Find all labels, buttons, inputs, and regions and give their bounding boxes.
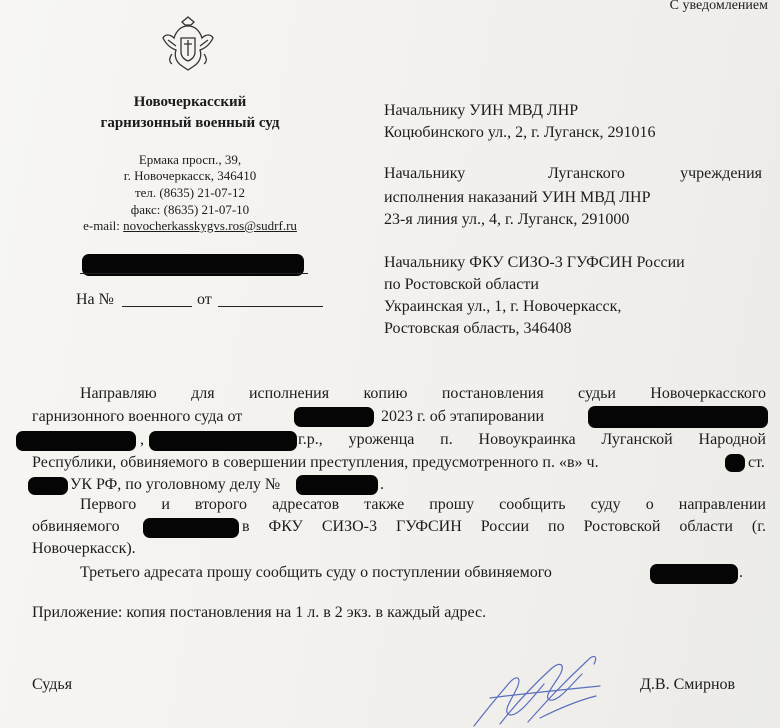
addressee-3-line-3: Украинская ул., 1, г. Новочеркасск, xyxy=(384,298,622,315)
ref-number-blank xyxy=(122,306,192,307)
redacted-name-3 xyxy=(143,518,239,538)
addressee-3-line-2: по Ростовской области xyxy=(384,276,539,293)
body-p1-line-5b: . xyxy=(380,476,384,493)
body-p1-line-3b: г.р., уроженца п. Новоукраинка Луганской Народной xyxy=(298,431,766,448)
court-phone: тел. (8635) 21-07-12 xyxy=(134,185,245,200)
body-p3-text: Третьего адресата прошу сообщить суду о поступлении обвиняемого xyxy=(80,564,552,581)
court-fax: факс: (8635) 21-07-10 xyxy=(130,202,250,217)
redacted-name-1 xyxy=(588,406,768,428)
body-p1-line-2a: гарнизонного военного суда от xyxy=(32,408,243,425)
ref-date-blank xyxy=(218,306,323,307)
redacted-article-number xyxy=(28,477,68,495)
body-p2-line-1: Первого и второго адресатов также прошу сообщить суду о направлении xyxy=(80,496,766,513)
coat-of-arms-emblem-icon xyxy=(160,14,216,72)
redacted-name-2 xyxy=(16,431,136,451)
addressee-2-line-3: 23-я линия ул., 4, г. Луганск, 291000 xyxy=(384,211,630,228)
redacted-birthdate xyxy=(149,431,297,451)
body-p2-line-3: Новочеркасск). xyxy=(32,540,136,557)
court-name-line-2: гарнизонный военный суд xyxy=(100,115,280,131)
addressee-2-word-2: Луганского xyxy=(548,165,625,182)
addressee-1-line-2: Коцюбинского ул., 2, г. Луганск, 291016 xyxy=(384,124,656,141)
body-p1-line-4a: Республики, обвиняемого в совершении преступления, предусмотренного п. «в» ч. xyxy=(32,454,599,471)
addressee-1-line-1: Начальнику УИН МВД ЛНР xyxy=(384,102,579,119)
addressee-2-word-1: Начальнику xyxy=(384,165,466,182)
email-link[interactable]: novocherkasskygvs.ros@sudrf.ru xyxy=(123,218,297,233)
body-p1-line-2b: 2023 г. об этапировании xyxy=(381,408,545,425)
redacted-case-number xyxy=(296,475,378,495)
attachment-line: Приложение: копия постановления на 1 л. в 2 экз. в каждый адрес. xyxy=(32,604,487,621)
email-label: e-mail: xyxy=(83,218,120,233)
notice-label: С уведомлением xyxy=(669,0,768,13)
redacted-date xyxy=(294,407,374,427)
body-p2-line-2b: в ФКУ СИЗО-3 ГУФСИН России по Ростовской области (г. xyxy=(242,518,766,535)
outgoing-number-line xyxy=(80,273,308,274)
addressee-2-word-3: учреждения xyxy=(680,165,762,182)
court-name-line-1: Новочеркасский xyxy=(133,94,247,110)
body-p1-line-1: Направляю для исполнения копию постановления судьи Новочеркасского xyxy=(80,385,766,402)
signature-name: Д.В. Смирнов xyxy=(640,676,736,693)
ref-number-label: На № xyxy=(76,291,114,308)
redacted-article-part xyxy=(725,454,745,472)
addressee-2-line-2: исполнения наказаний УИН МВД ЛНР xyxy=(384,189,651,206)
addressee-3-line-4: Ростовская область, 346408 xyxy=(384,320,572,337)
body-p1-line-5a: УК РФ, по уголовному делу № xyxy=(70,476,281,493)
signature-role: Судья xyxy=(32,676,73,693)
court-address-1: Ермака просп., 39, xyxy=(138,152,242,167)
court-email-row xyxy=(60,218,320,234)
body-p1-line-4b: ст. xyxy=(748,454,765,471)
body-p3-end: . xyxy=(739,564,743,581)
body-p1-line-3a: , xyxy=(140,431,144,448)
body-p2-line-2a: обвиняемого xyxy=(32,518,120,535)
redacted-name-4 xyxy=(650,564,738,584)
court-address-2: г. Новочеркасск, 346410 xyxy=(123,168,257,183)
handwritten-signature-icon xyxy=(470,638,630,728)
addressee-3-line-1: Начальнику ФКУ СИЗО-3 ГУФСИН России xyxy=(384,254,685,271)
ref-date-label: от xyxy=(197,291,212,308)
